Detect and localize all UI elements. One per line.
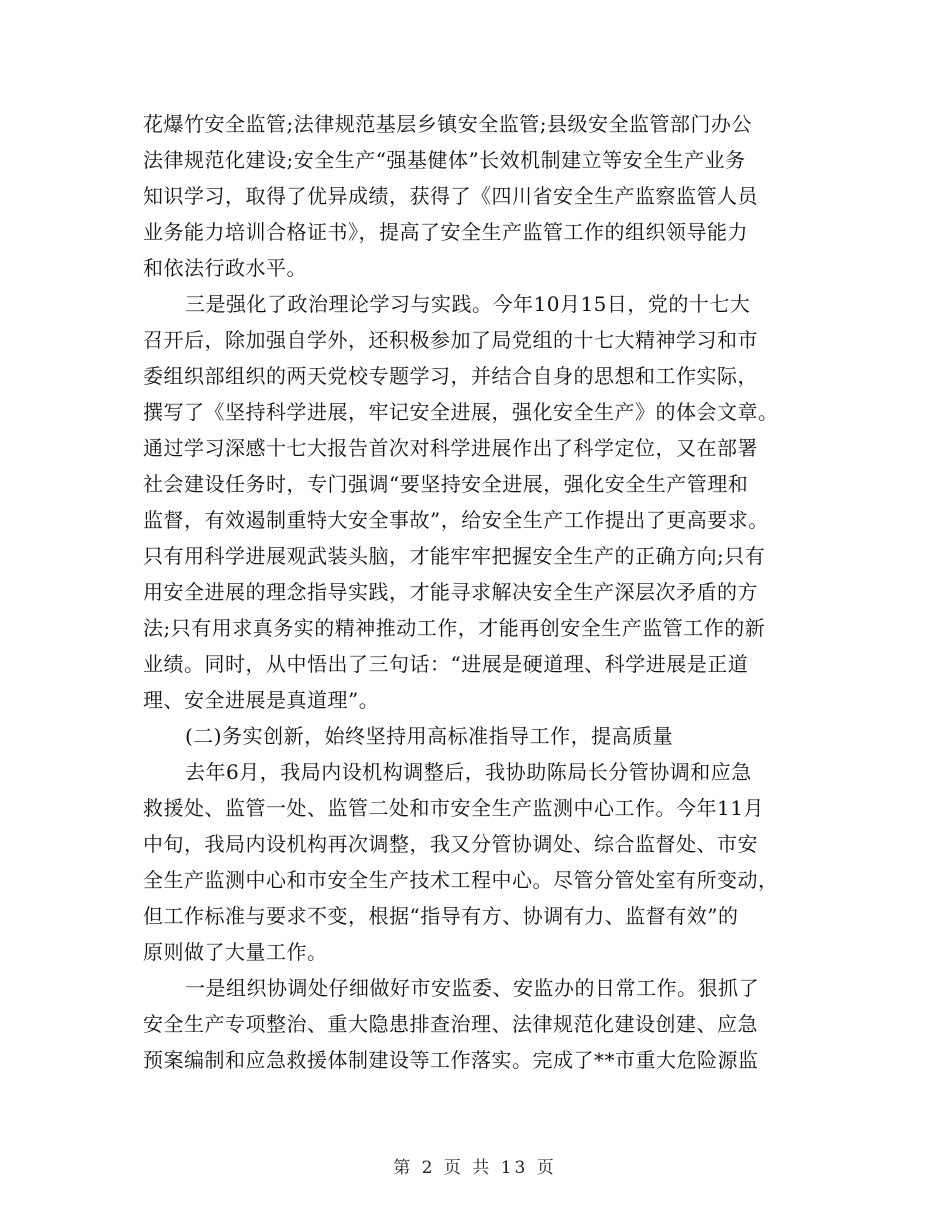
text-line: 全生产监测中心和市安全生产技术工程中心。尽管分管处室有所变动， [143,868,779,892]
section-heading: (二)务实创新，始终坚持用高标准指导工作，提高质量 [185,724,674,748]
text-line: 用安全进展的理念指导实践，才能寻求解决安全生产深层次矛盾的方 [143,580,758,604]
text-line: 救援处、监管一处、监管二处和市安全生产监测中心工作。今年11月 [143,796,764,820]
text-line: 业绩。同时，从中悟出了三句话：“进展是硬道理、科学进展是正道 [143,652,749,676]
text-line: 社会建设任务时，专门强调“要坚持安全进展，强化安全生产管理和 [143,472,749,496]
text-line: 法;只有用求真务实的精神推动工作，才能再创安全生产监管工作的新 [143,616,766,640]
page-number-footer: 第 2 页 共 13 页 [393,1158,557,1178]
text-line: 花爆竹安全监管;法律规范基层乡镇安全监管;县级安全监管部门办公 [143,112,752,136]
text-line: 委组织部组织的两天党校专题学习，并结合自身的思想和工作实际， [143,364,758,388]
text-line: 中旬，我局内设机构再次调整，我又分管协调处、综合监督处、市安 [143,832,758,856]
text-line: 原则做了大量工作。 [143,940,328,964]
text-line: 业务能力培训合格证书》，提高了安全生产监管工作的组织领导能力 [143,220,748,244]
text-line: 召开后，除加强自学外，还积极参加了局党组的十七大精神学习和市 [143,328,758,352]
text-line: 但工作标准与要求不变，根据“指导有方、协调有力、监督有效”的 [143,904,739,928]
text-line: 只有用科学进展观武装头脑，才能牢牢把握安全生产的正确方向;只有 [143,544,766,568]
text-line: 和依法行政水平。 [143,256,307,280]
text-line: 撰写了《坚持科学进展，牢记安全进展，强化安全生产》的体会文章。 [143,400,779,424]
text-line: 知识学习，取得了优异成绩，获得了《四川省安全生产监察监管人员 [143,184,758,208]
text-line: 理、安全进展是真道理”。 [143,688,380,712]
text-line: 法律规范化建设;安全生产“强基健体”长效机制建立等安全生产业务 [143,148,746,172]
text-line: 安全生产专项整治、重大隐患排查治理、法律规范化建设创建、应急 [143,1012,758,1036]
paragraph-start-line: 一是组织协调处仔细做好市安监委、安监办的日常工作。狠抓了 [185,976,759,1000]
paragraph-start-line: 去年6月，我局内设机构调整后，我协助陈局长分管协调和应急 [185,760,752,784]
text-line: 监督，有效遏制重特大安全事故”，给安全生产工作提出了更高要求。 [143,508,769,532]
paragraph-start-line: 三是强化了政治理论学习与实践。今年10月15日，党的十七大 [185,292,751,316]
text-line: 通过学习深感十七大报告首次对科学进展作出了科学定位，又在部署 [143,436,758,460]
document-body [143,106,808,1078]
text-line: 预案编制和应急救援体制建设等工作落实。完成了**市重大危险源监 [143,1048,759,1072]
